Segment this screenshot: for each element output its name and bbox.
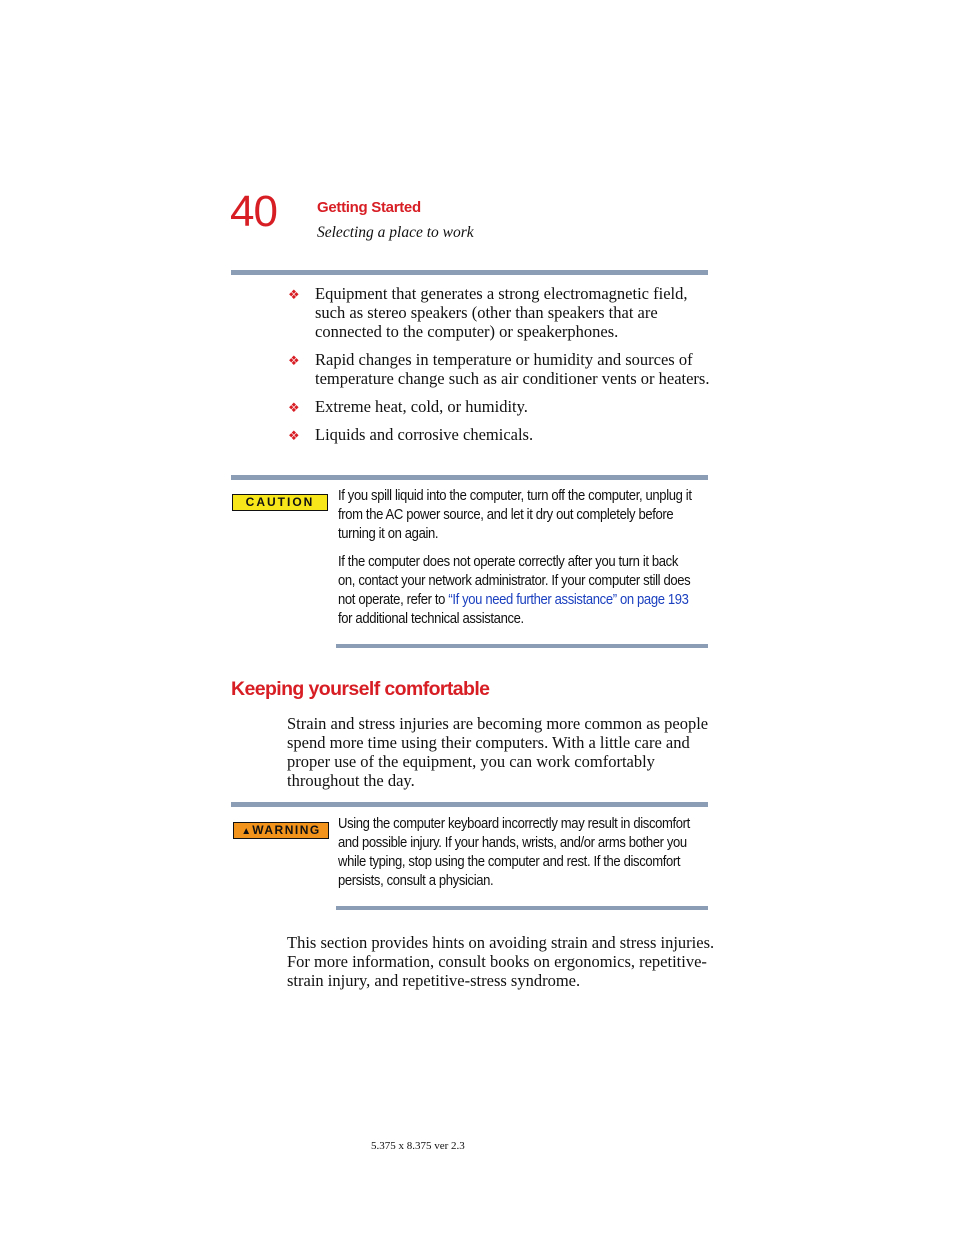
warning-text: Using the computer keyboard incorrectly may result in discomfort and possible injury. If your hands, wrists, and/or arms bother you while typing, stop using the computer and rest. If the discomfort persists, consult a physician. [338,816,690,889]
caution-paragraph-1: If you spill liquid into the computer, turn off the computer, unplug it from the AC power source, and let it dry out completely before turning it on again. [338,488,692,542]
caution-paragraph-2: If the computer does not operate correctly after you turn it back on, contact your network administrator. If your computer still does not operate, refer to “If you need further assistance” on page 193 for additional technical assistance. [338,554,691,627]
list-item-text: Rapid changes in temperature or humidity and sources of temperature change such as air conditioner vents or heaters. [315,350,710,388]
caution-bottom-rule [336,644,708,648]
list-item-text: Extreme heat, cold, or humidity. [315,397,528,416]
warning-top-rule [231,802,708,807]
list-item-text: Equipment that generates a strong electromagnetic field, such as stereo speakers (other than speakers that are connected to the computer) or speakerphones. [315,284,688,341]
top-rule [231,270,708,275]
page-number: 40 [230,187,277,236]
list-item [288,350,713,388]
warning-bottom-rule [336,906,708,910]
warning-badge: ▲WARNING [233,822,329,839]
page-footer: 5.375 x 8.375 ver 2.3 [371,1140,465,1152]
section-title: Selecting a place to work [317,224,474,241]
caution-badge: CAUTION [232,494,328,511]
list-item [288,284,713,341]
bullet-icon: ❖ [288,428,300,443]
closing-paragraph: This section provides hints on avoiding strain and stress injuries. For more information, consult books on ergonomics, repetitive-strain injury, and repetitive-stress syndrome. [287,933,715,990]
list-item-text: Liquids and corrosive chemicals. [315,425,534,444]
list-item [288,425,713,444]
chapter-title: Getting Started [317,199,421,216]
section-heading: Keeping yourself comfortable [231,678,490,700]
caution-text [338,487,694,638]
bullet-icon: ❖ [288,287,300,302]
caution-top-rule [231,475,708,480]
bullet-list [288,284,713,453]
warning-triangle-icon: ▲ [241,826,252,837]
bullet-icon: ❖ [288,400,300,415]
list-item [288,397,713,416]
intro-paragraph: Strain and stress injuries are becoming more common as people spend more time using their computers. With a little care and proper use of the equipment, you can work comfortably throughout the day. [287,714,709,790]
assistance-link[interactable]: “If you need further assistance” on page 193 [448,592,689,608]
bullet-icon: ❖ [288,353,300,368]
